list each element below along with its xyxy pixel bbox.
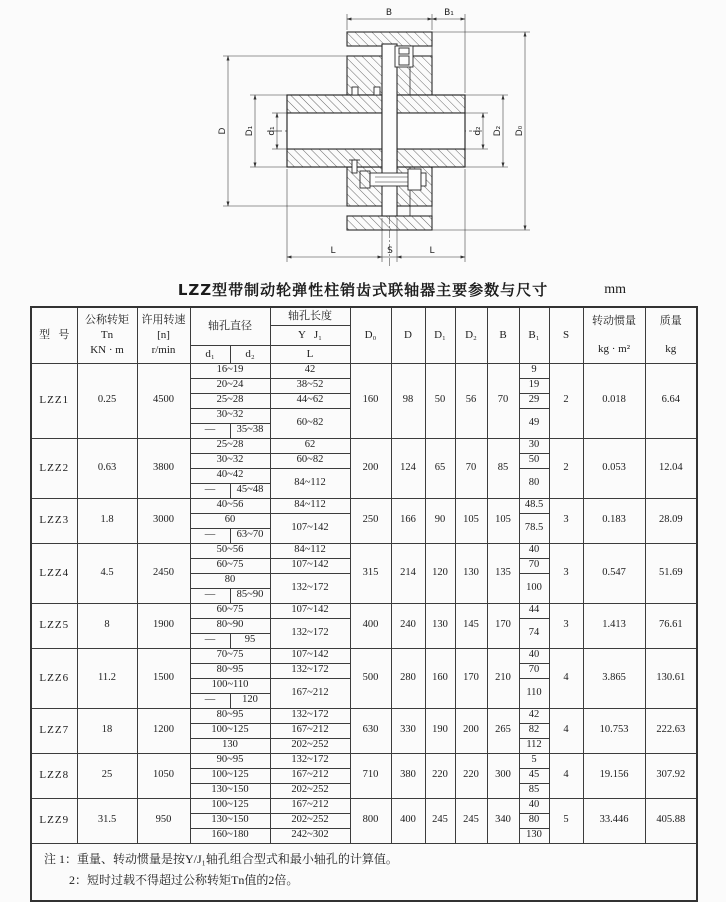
model-cell: LZZ8 <box>31 753 77 798</box>
header-D: D <box>391 307 425 363</box>
torque-cell: 8 <box>77 603 137 648</box>
length-cell: 132~172 <box>270 708 350 723</box>
header-mass-line2: kg <box>665 342 677 355</box>
mass-cell: 405.88 <box>645 798 697 843</box>
torque-cell: 0.63 <box>77 438 137 498</box>
B-cell: 265 <box>487 708 519 753</box>
D2-cell: 145 <box>455 603 487 648</box>
D2-cell: 130 <box>455 543 487 603</box>
bore-d1-cell: — <box>190 483 230 498</box>
speed-cell: 1200 <box>137 708 190 753</box>
B1-cell: 70 <box>519 663 549 678</box>
D2-cell: 56 <box>455 363 487 438</box>
header-inertia-line1: 转动惯量 <box>592 314 636 327</box>
B1-cell: 80 <box>519 468 549 498</box>
S-cell: 3 <box>549 543 583 603</box>
header-B1: B₁ <box>519 307 549 363</box>
speed-cell: 950 <box>137 798 190 843</box>
B1-cell: 40 <box>519 543 549 558</box>
D1-cell: 120 <box>425 543 455 603</box>
speed-cell: 1500 <box>137 648 190 708</box>
table-header <box>31 307 697 363</box>
coupling-section-svg <box>0 0 726 278</box>
B1-cell: 5 <box>519 753 549 768</box>
table-body <box>31 363 697 843</box>
table-row <box>31 543 697 558</box>
D1-cell: 90 <box>425 498 455 543</box>
B-cell: 85 <box>487 438 519 498</box>
bore-range-cell: 100~110 <box>190 678 270 693</box>
model-cell: LZZ1 <box>31 363 77 438</box>
header-L: L <box>270 345 350 363</box>
header-speed <box>137 307 190 363</box>
bore-d2-cell: 45~48 <box>230 483 270 498</box>
D1-cell: 220 <box>425 753 455 798</box>
header-D2: D₂ <box>455 307 487 363</box>
S-cell: 4 <box>549 648 583 708</box>
bore-range-cell: 80~95 <box>190 708 270 723</box>
D2-cell: 245 <box>455 798 487 843</box>
D-cell: 330 <box>391 708 425 753</box>
bore-range-cell: 70~75 <box>190 648 270 663</box>
B1-cell: 130 <box>519 828 549 843</box>
bore-range-cell: 25~28 <box>190 393 270 408</box>
table-row <box>31 438 697 453</box>
length-cell: 167~212 <box>270 723 350 738</box>
bore-range-cell: 50~56 <box>190 543 270 558</box>
inertia-cell: 19.156 <box>583 753 645 798</box>
bore-d2-cell: 95 <box>230 633 270 648</box>
unit-label: mm <box>604 282 626 297</box>
dim-label-d1: d₁ <box>267 126 277 136</box>
bore-d1-cell: — <box>190 588 230 603</box>
length-cell: 132~172 <box>270 663 350 678</box>
length-cell: 167~212 <box>270 798 350 813</box>
center-disc <box>382 44 397 216</box>
S-cell: 5 <box>549 798 583 843</box>
length-cell: 132~172 <box>270 753 350 768</box>
B1-cell: 78.5 <box>519 513 549 543</box>
B1-cell: 49 <box>519 408 549 438</box>
header-speed-line3: r/min <box>151 343 176 356</box>
bore-range-cell: 80~90 <box>190 618 270 633</box>
B-cell: 170 <box>487 603 519 648</box>
D-cell: 214 <box>391 543 425 603</box>
spec-table <box>30 306 698 902</box>
D0-cell: 400 <box>350 603 391 648</box>
bore-range-cell: 25~28 <box>190 438 270 453</box>
header-mass-line1: 质量 <box>659 314 682 327</box>
model-cell: LZZ6 <box>31 648 77 708</box>
note-2: 2：短时过载不得超过公称转矩Tn值的2倍。 <box>69 872 299 887</box>
S-cell: 3 <box>549 603 583 648</box>
bore-range-cell: 60~75 <box>190 558 270 573</box>
B1-cell: 112 <box>519 738 549 753</box>
length-cell: 132~172 <box>270 618 350 648</box>
speed-cell: 3000 <box>137 498 190 543</box>
B-cell: 105 <box>487 498 519 543</box>
D0-cell: 800 <box>350 798 391 843</box>
torque-cell: 31.5 <box>77 798 137 843</box>
D-cell: 124 <box>391 438 425 498</box>
bore-range-cell: 130 <box>190 738 270 753</box>
length-cell: 202~252 <box>270 813 350 828</box>
mass-cell: 130.61 <box>645 648 697 708</box>
D1-cell: 190 <box>425 708 455 753</box>
length-cell: 44~62 <box>270 393 350 408</box>
D1-cell: 65 <box>425 438 455 498</box>
header-bore-length: 轴孔长度 <box>270 307 350 325</box>
dim-label-B1: B₁ <box>444 8 454 18</box>
torque-cell: 11.2 <box>77 648 137 708</box>
table-row <box>31 648 697 663</box>
B1-cell: 42 <box>519 708 549 723</box>
S-cell: 2 <box>549 363 583 438</box>
D1-cell: 245 <box>425 798 455 843</box>
model-cell: LZZ2 <box>31 438 77 498</box>
length-cell: 84~112 <box>270 543 350 558</box>
coupling-drawing <box>0 0 726 278</box>
dim-label-L-left: L <box>330 246 336 256</box>
torque-cell: 25 <box>77 753 137 798</box>
D1-cell: 160 <box>425 648 455 708</box>
inertia-cell: 10.753 <box>583 708 645 753</box>
inertia-cell: 3.865 <box>583 648 645 708</box>
header-bore-diameter: 轴孔直径 <box>190 307 270 345</box>
bore-d2-cell: 120 <box>230 693 270 708</box>
D0-cell: 710 <box>350 753 391 798</box>
D2-cell: 220 <box>455 753 487 798</box>
D-cell: 380 <box>391 753 425 798</box>
length-cell: 132~172 <box>270 573 350 603</box>
D0-cell: 630 <box>350 708 391 753</box>
length-cell: 84~112 <box>270 498 350 513</box>
mass-cell: 6.64 <box>645 363 697 438</box>
header-inertia-line2: kg · m² <box>597 342 631 355</box>
header-model: 型 号 <box>31 307 77 363</box>
header-speed-line2: [n] <box>157 328 170 341</box>
table-footer <box>31 843 697 901</box>
bore-range-cell: 100~125 <box>190 768 270 783</box>
bore-d2-cell: 35~38 <box>230 423 270 438</box>
model-cell: LZZ9 <box>31 798 77 843</box>
B-cell: 340 <box>487 798 519 843</box>
bore-range-cell: 30~32 <box>190 453 270 468</box>
speed-cell: 1900 <box>137 603 190 648</box>
left-hub <box>287 95 382 167</box>
header-d2: d₂ <box>230 345 270 363</box>
bore-range-cell: 80 <box>190 573 270 588</box>
header-S: S <box>549 307 583 363</box>
model-cell: LZZ5 <box>31 603 77 648</box>
dim-label-D2: D₂ <box>493 125 503 137</box>
B1-cell: 19 <box>519 378 549 393</box>
D2-cell: 170 <box>455 648 487 708</box>
note-1: 注 1：重量、转动惯量是按Y/J₁轴孔组合型式和最小轴孔的计算值。 <box>44 851 398 866</box>
bore-range-cell: 130~150 <box>190 783 270 798</box>
header-YJ1: Y J₁ <box>270 325 350 345</box>
table-row <box>31 708 697 723</box>
B1-cell: 80 <box>519 813 549 828</box>
D-cell: 240 <box>391 603 425 648</box>
bore-range-cell: 40~42 <box>190 468 270 483</box>
speed-cell: 1050 <box>137 753 190 798</box>
B1-cell: 40 <box>519 798 549 813</box>
dim-label-D1: D₁ <box>245 125 255 137</box>
length-cell: 84~112 <box>270 468 350 498</box>
header-torque-line2: Tn <box>100 328 114 341</box>
bore-d2-cell: 85~90 <box>230 588 270 603</box>
dim-label-D0: D₀ <box>515 125 525 137</box>
S-cell: 4 <box>549 708 583 753</box>
D2-cell: 200 <box>455 708 487 753</box>
header-inertia <box>583 307 645 363</box>
S-cell: 4 <box>549 753 583 798</box>
B1-cell: 50 <box>519 453 549 468</box>
page-title: LZZ型带制动轮弹性柱销齿式联轴器主要参数与尺寸 <box>177 281 549 299</box>
length-cell: 202~252 <box>270 783 350 798</box>
B1-cell: 9 <box>519 363 549 378</box>
D1-cell: 50 <box>425 363 455 438</box>
table-row <box>31 798 697 813</box>
length-cell: 60~82 <box>270 453 350 468</box>
notes-cell <box>31 843 697 901</box>
B1-cell: 100 <box>519 573 549 603</box>
B1-cell: 82 <box>519 723 549 738</box>
inertia-cell: 33.446 <box>583 798 645 843</box>
header-mass <box>645 307 697 363</box>
D0-cell: 250 <box>350 498 391 543</box>
D-cell: 400 <box>391 798 425 843</box>
B1-cell: 40 <box>519 648 549 663</box>
B-cell: 135 <box>487 543 519 603</box>
speed-cell: 2450 <box>137 543 190 603</box>
mass-cell: 12.04 <box>645 438 697 498</box>
length-cell: 42 <box>270 363 350 378</box>
header-torque-line3: KN · m <box>90 343 124 356</box>
B1-cell: 45 <box>519 768 549 783</box>
length-cell: 107~142 <box>270 603 350 618</box>
B-cell: 70 <box>487 363 519 438</box>
header-speed-line1: 许用转速 <box>141 313 186 326</box>
B1-cell: 44 <box>519 603 549 618</box>
D2-cell: 105 <box>455 498 487 543</box>
length-cell: 62 <box>270 438 350 453</box>
bore-range-cell: 100~125 <box>190 723 270 738</box>
mass-cell: 222.63 <box>645 708 697 753</box>
dim-label-d2: d₂ <box>473 126 483 136</box>
inertia-cell: 0.053 <box>583 438 645 498</box>
header-D1: D₁ <box>425 307 455 363</box>
D-cell: 280 <box>391 648 425 708</box>
model-cell: LZZ3 <box>31 498 77 543</box>
B-cell: 300 <box>487 753 519 798</box>
dim-label-B: B <box>385 8 393 18</box>
header-B: B <box>487 307 519 363</box>
inertia-cell: 0.183 <box>583 498 645 543</box>
length-cell: 60~82 <box>270 408 350 438</box>
length-cell: 107~142 <box>270 558 350 573</box>
torque-cell: 4.5 <box>77 543 137 603</box>
speed-cell: 4500 <box>137 363 190 438</box>
inertia-cell: 0.018 <box>583 363 645 438</box>
bore-range-cell: 90~95 <box>190 753 270 768</box>
bore-d1-cell: — <box>190 423 230 438</box>
B1-cell: 85 <box>519 783 549 798</box>
S-cell: 2 <box>549 438 583 498</box>
B1-cell: 110 <box>519 678 549 708</box>
bore-d1-cell: — <box>190 528 230 543</box>
length-cell: 202~252 <box>270 738 350 753</box>
header-D0: D₀ <box>350 307 391 363</box>
B1-cell: 74 <box>519 618 549 648</box>
bore-range-cell: 80~95 <box>190 663 270 678</box>
dim-label-S: S <box>387 246 393 256</box>
bore-range-cell: 40~56 <box>190 498 270 513</box>
right-hub <box>397 95 465 167</box>
D1-cell: 130 <box>425 603 455 648</box>
length-cell: 167~212 <box>270 678 350 708</box>
title-row <box>0 279 726 303</box>
bore-d1-cell: — <box>190 633 230 648</box>
header-d1: d₁ <box>190 345 230 363</box>
D2-cell: 70 <box>455 438 487 498</box>
dim-label-D: D <box>218 127 228 135</box>
header-torque <box>77 307 137 363</box>
torque-cell: 18 <box>77 708 137 753</box>
D-cell: 98 <box>391 363 425 438</box>
D0-cell: 500 <box>350 648 391 708</box>
bore-range-cell: 100~125 <box>190 798 270 813</box>
bore-d2-cell: 63~70 <box>230 528 270 543</box>
bore-range-cell: 20~24 <box>190 378 270 393</box>
model-cell: LZZ4 <box>31 543 77 603</box>
mass-cell: 307.92 <box>645 753 697 798</box>
D0-cell: 200 <box>350 438 391 498</box>
speed-cell: 3800 <box>137 438 190 498</box>
mass-cell: 76.61 <box>645 603 697 648</box>
mass-cell: 28.09 <box>645 498 697 543</box>
B1-cell: 48.5 <box>519 498 549 513</box>
torque-cell: 1.8 <box>77 498 137 543</box>
table-row <box>31 498 697 513</box>
B1-cell: 30 <box>519 438 549 453</box>
length-cell: 167~212 <box>270 768 350 783</box>
dim-label-L-right: L <box>429 246 435 256</box>
B1-cell: 29 <box>519 393 549 408</box>
length-cell: 242~302 <box>270 828 350 843</box>
B-cell: 210 <box>487 648 519 708</box>
table-row <box>31 603 697 618</box>
D0-cell: 315 <box>350 543 391 603</box>
bore-range-cell: 130~150 <box>190 813 270 828</box>
header-torque-line1: 公称转矩 <box>85 313 129 326</box>
bore-d1-cell: — <box>190 693 230 708</box>
inertia-cell: 0.547 <box>583 543 645 603</box>
length-cell: 107~142 <box>270 513 350 543</box>
bore-range-cell: 16~19 <box>190 363 270 378</box>
D0-cell: 160 <box>350 363 391 438</box>
model-cell: LZZ7 <box>31 708 77 753</box>
length-cell: 107~142 <box>270 648 350 663</box>
bore-range-cell: 60 <box>190 513 270 528</box>
bore-range-cell: 30~32 <box>190 408 270 423</box>
bore-range-cell: 60~75 <box>190 603 270 618</box>
D-cell: 166 <box>391 498 425 543</box>
mass-cell: 51.69 <box>645 543 697 603</box>
torque-cell: 0.25 <box>77 363 137 438</box>
table-row <box>31 753 697 768</box>
length-cell: 38~52 <box>270 378 350 393</box>
bore-range-cell: 160~180 <box>190 828 270 843</box>
B1-cell: 70 <box>519 558 549 573</box>
inertia-cell: 1.413 <box>583 603 645 648</box>
table-row <box>31 363 697 378</box>
S-cell: 3 <box>549 498 583 543</box>
